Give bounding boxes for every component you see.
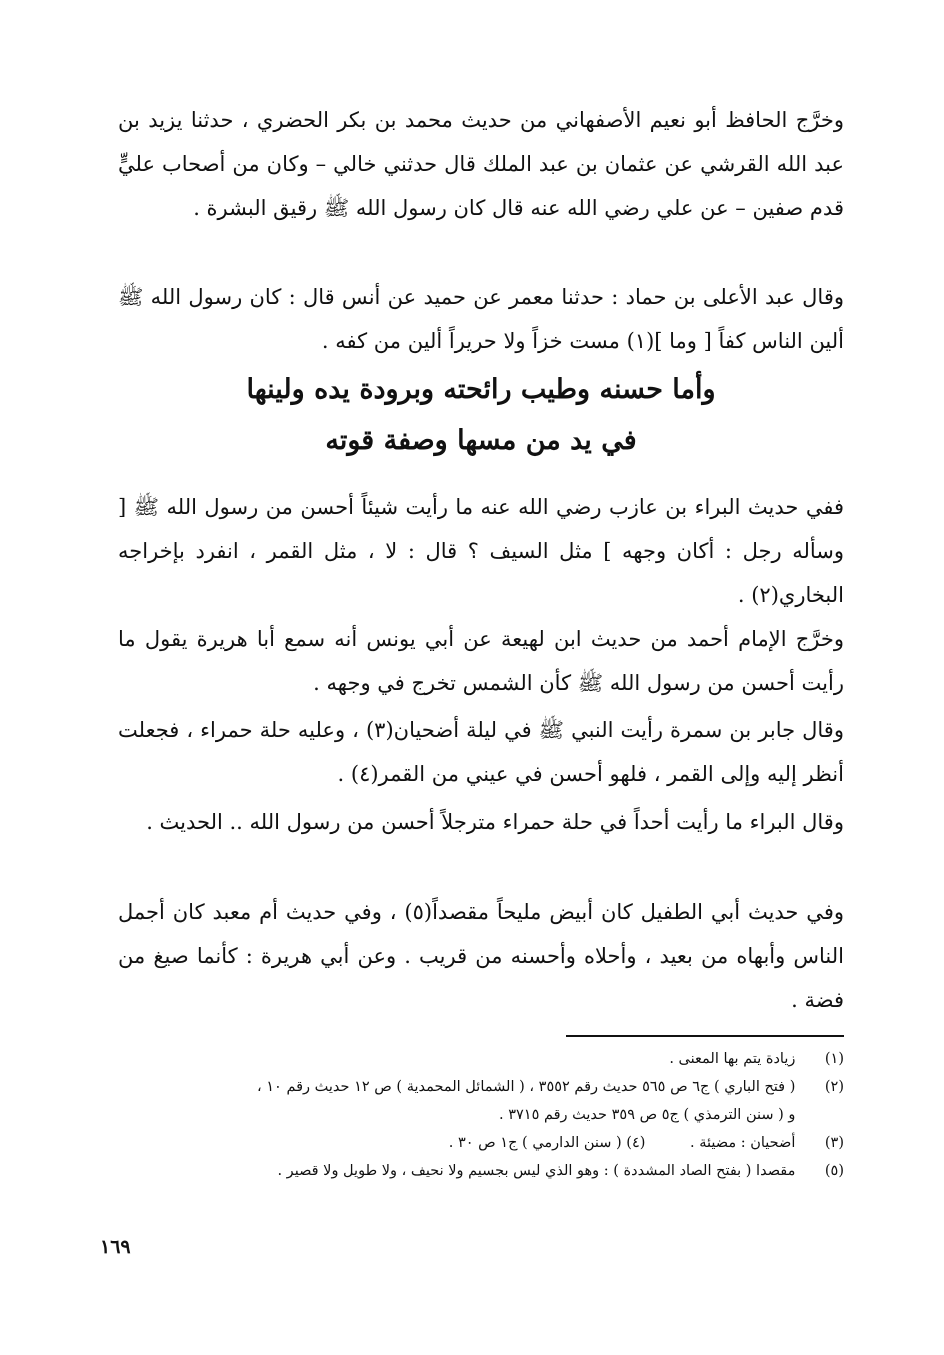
footnote-2 [100, 1074, 844, 1100]
page-number: ١٦٩ [100, 1236, 131, 1258]
paragraph-bara-ibn-azib: ففي حديث البراء بن عازب رضي الله عنه ما رأيت شيئاً أحسن من رسول الله ﷺ [ وسأله رجل : أكان وجهه ] مثل السيف ؟ قال : لا ، مثل القمر ، انفرد بإخراجه البخاري(٢) . [118, 495, 844, 607]
footnote-text-4: (٤) ( سنن الدارمي ) ج١ ص ٣٠ . [448, 1135, 646, 1151]
footnote-text: مقصدا ( بفتح الصاد المشددة ) : وهو الذي ليس بجسيم ولا نحيف ، ولا طويل ولا قصير . [277, 1163, 796, 1179]
footnote-5 [100, 1158, 844, 1184]
footnote-number: (٣) [824, 1135, 844, 1151]
footnote-text: زيادة يتم بها المعنى . [669, 1051, 796, 1067]
paragraph-abd-al-ala: وقال عبد الأعلى بن حماد : حدثنا معمر عن حميد عن أنس قال : كان رسول الله ﷺ ألين الناس كفاً [ وما ](١) مست خزاً ولا حريراً ألين من كفه . [118, 285, 844, 353]
footnote-1 [100, 1046, 844, 1072]
paragraph-abu-tufayl: وفي حديث أبي الطفيل كان أبيض مليحاً مقصداً(٥) ، وفي حديث أم معبد كان أجمل الناس وأبهاه من بعيد ، وأحلاه وأحسنه من قريب . وعن أبي هريرة : كأنما صيغ من فضة . [118, 900, 844, 1012]
section-heading-line-2: في يد من مسها وصفة قوته [325, 425, 637, 456]
section-heading-line-1: وأما حسنه وطيب رائحته وبرودة يده ولينها [246, 374, 716, 405]
footnote-2-continued [100, 1102, 844, 1128]
footnote-number: (٢) [824, 1079, 844, 1095]
footnote-text: و ( سنن الترمذي ) ج٥ ص ٣٥٩ حديث رقم ٣٧١٥ . [498, 1107, 796, 1123]
footnote-divider [566, 1035, 844, 1037]
paragraph-jabir-ibn-samura: وقال جابر بن سمرة رأيت النبي ﷺ في ليلة أضحيان(٣) ، وعليه حلة حمراء ، فجعلت أنظر إليه وإلى القمر ، فلهو أحسن في عيني من القمر(٤) . [118, 718, 844, 786]
footnote-number: (١) [824, 1051, 844, 1067]
paragraph-imam-ahmad: وخرَّج الإمام أحمد من حديث ابن لهيعة عن أبي يونس أنه سمع أبا هريرة يقول ما رأيت أحسن من رسول الله ﷺ كأن الشمس تخرج في وجهه . [118, 627, 844, 695]
footnote-number: (٥) [824, 1163, 844, 1179]
paragraph-bara-red-hulla: وقال البراء ما رأيت أحداً في حلة حمراء مترجلاً أحسن من رسول الله .. الحديث . [146, 810, 844, 834]
footnote-text: أضحيان : مضيئة . [690, 1135, 796, 1151]
footnote-text: ( فتح الباري ) ج٦ ص ٥٦٥ حديث رقم ٣٥٥٢ ، ( الشمائل المحمدية ) ص ١٢ حديث رقم ١٠ ، [256, 1079, 796, 1095]
footnote-3-4 [100, 1130, 844, 1156]
paragraph-abu-nuaym: وخرَّج الحافظ أبو نعيم الأصفهاني من حديث محمد بن بكر الحضري ، حدثنا يزيد بن عبد الله القرشي عن عثمان بن عبد الملك قال حدثني خالي – وكان من أصحاب عليٍّ قدم صفين – عن علي رضي الله عنه قال كان رسول الله ﷺ رقيق البشرة . [118, 108, 844, 220]
